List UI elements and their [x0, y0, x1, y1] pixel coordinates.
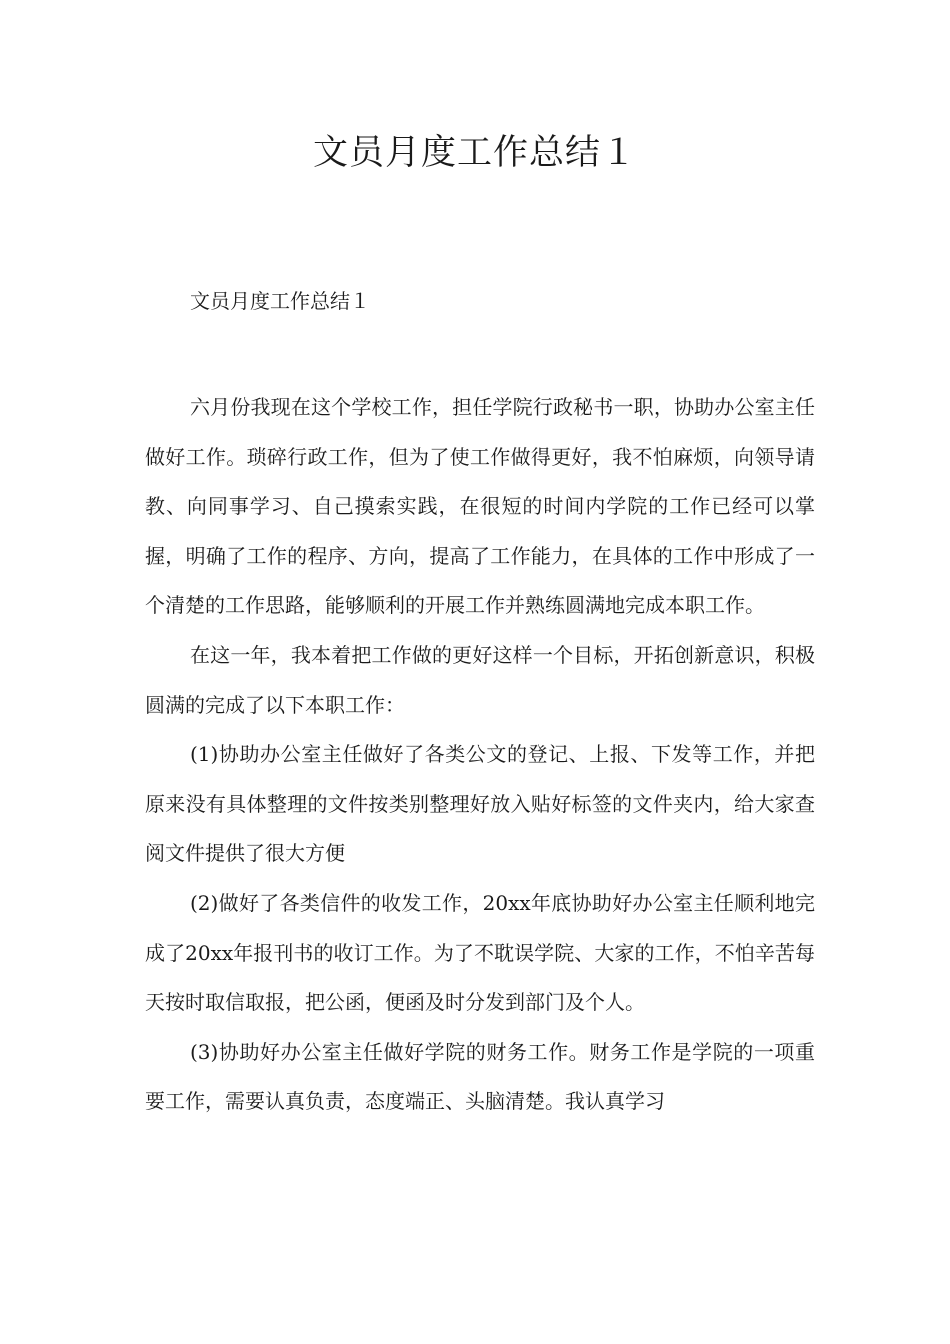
document-body: [145, 383, 815, 1127]
document-subtitle: 文员月度工作总结１: [190, 289, 370, 313]
paragraph-item-1: (1)协助办公室主任做好了各类公文的登记、上报、下发等工作，并把原来没有具体整理的文件按类别整理好放入贴好标签的文件夹内，给大家查阅文件提供了很大方便: [145, 742, 815, 866]
paragraph-intro: 六月份我现在这个学校工作，担任学院行政秘书一职，协助办公室主任做好工作。琐碎行政工作，但为了使工作做得更好，我不怕麻烦，向领导请教、向同事学习、自己摸索实践，在很短的时间内学院的工作已经可以掌握，明确了工作的程序、方向，提高了工作能力，在具体的工作中形成了一个清楚的工作思路，能够顺利的开展工作并熟练圆满地完成本职工作。: [145, 395, 815, 618]
paragraph-item-3: (3)协助好办公室主任做好学院的财务工作。财务工作是学院的一项重要工作，需要认真负责，态度端正、头脑清楚。我认真学习: [145, 1039, 815, 1114]
document-title: 文员月度工作总结１: [312, 133, 637, 173]
paragraph-goal: 在这一年，我本着把工作做的更好这样一个目标，开拓创新意识，积极圆满的完成了以下本职工作：: [145, 642, 815, 717]
paragraph-item-2: (2)做好了各类信件的收发工作，20xx年底协助好办公室主任顺利地完成了20xx年报刊书的收订工作。为了不耽误学院、大家的工作，不怕辛苦每天按时取信取报，把公函，便函及时分发到部门及个人。: [145, 890, 815, 1015]
